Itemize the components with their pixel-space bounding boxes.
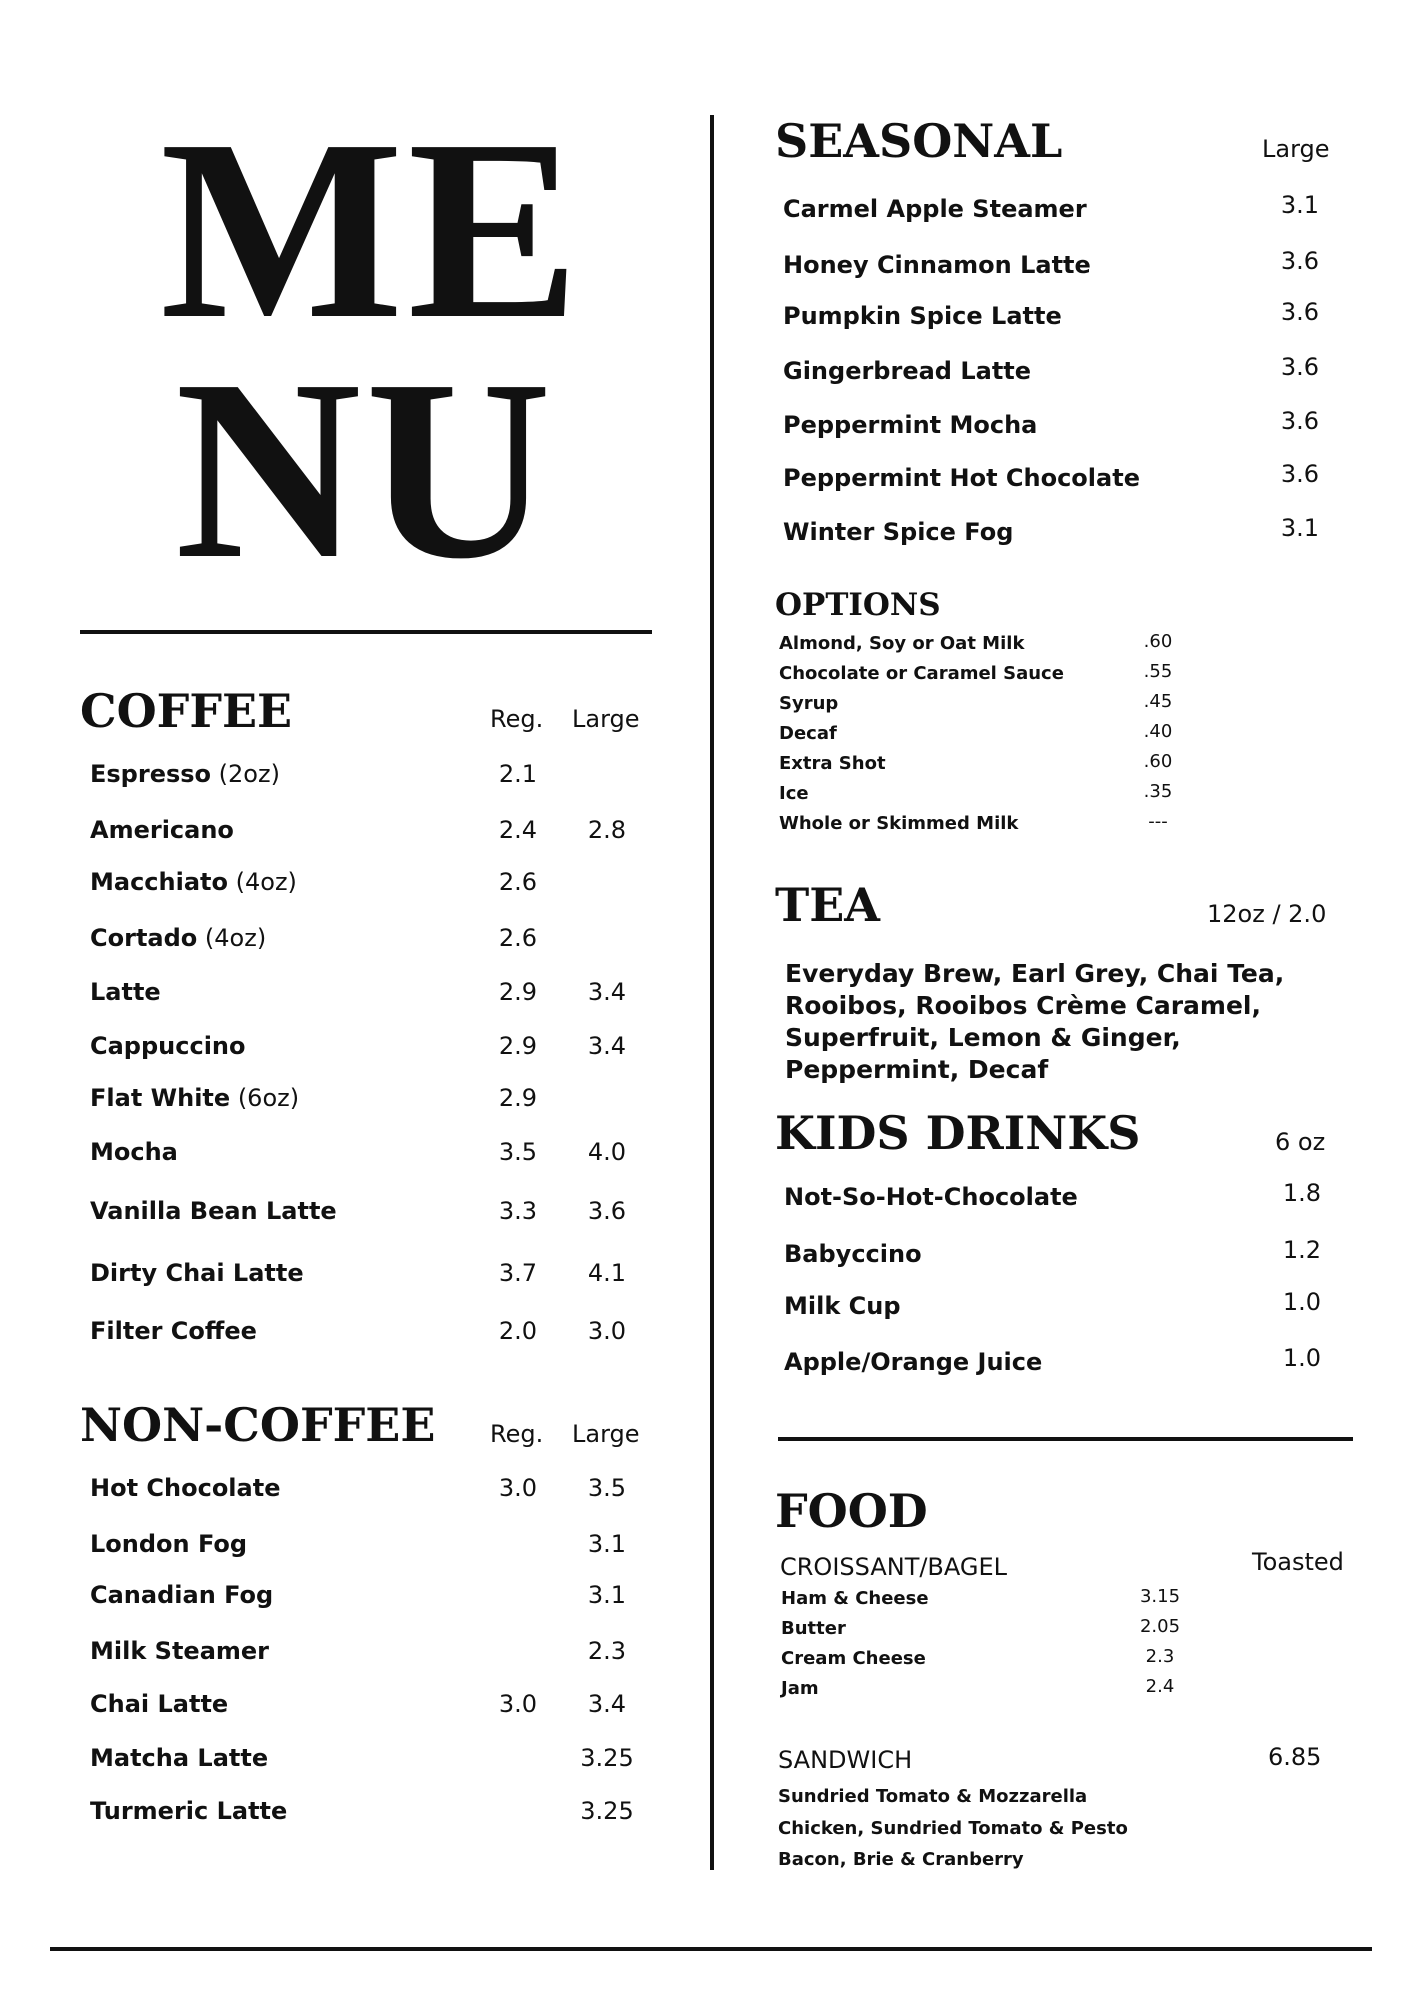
option-item-name: Whole or Skimmed Milk [779, 813, 1019, 834]
coffee-item-label: Cappuccino [90, 1032, 246, 1060]
croissant-item-name: Jam [781, 1678, 819, 1699]
seasonal-item-price: 3.6 [1280, 460, 1320, 488]
coffee-item-size-note: (4oz) [197, 924, 267, 952]
option-item-name: Ice [779, 783, 809, 804]
coffee-item-large-price: 3.4 [587, 978, 627, 1006]
coffee-item-reg-price: 2.1 [498, 760, 538, 788]
coffee-heading: COFFEE [80, 684, 293, 738]
kids-heading: KIDS DRINKS [775, 1106, 1141, 1160]
seasonal-item-price: 3.6 [1280, 353, 1320, 381]
coffee-item-name [90, 1032, 246, 1060]
non-coffee-item-name: Turmeric Latte [90, 1797, 288, 1825]
non-coffee-heading: NON-COFFEE [80, 1398, 436, 1452]
seasonal-item-name: Pumpkin Spice Latte [783, 302, 1062, 330]
coffee-item-reg-price: 2.4 [498, 816, 538, 844]
coffee-item-large-price: 3.6 [587, 1197, 627, 1225]
seasonal-item-name: Peppermint Mocha [783, 411, 1038, 439]
coffee-item-reg-price: 3.3 [498, 1197, 538, 1225]
kids-item-name: Not-So-Hot-Chocolate [784, 1183, 1078, 1211]
coffee-item-size-note: (4oz) [228, 868, 297, 896]
non-coffee-item-name: Matcha Latte [90, 1744, 269, 1772]
menu-title-line-2: NU [175, 326, 556, 612]
coffee-item-label: Dirty Chai Latte [90, 1259, 304, 1287]
coffee-item-size-note: (2oz) [211, 760, 280, 788]
seasonal-item-price: 3.6 [1280, 247, 1320, 275]
coffee-col-reg: Reg. [490, 705, 544, 733]
non-coffee-item-name: Chai Latte [90, 1690, 229, 1718]
coffee-item-label: Vanilla Bean Latte [90, 1197, 337, 1225]
option-item-price: .55 [1143, 661, 1173, 682]
croissant-item-price: 2.3 [1145, 1646, 1175, 1667]
sandwich-item-name: Sundried Tomato & Mozzarella [778, 1786, 1088, 1807]
sandwich-item-name: Bacon, Brie & Cranberry [778, 1849, 1024, 1870]
coffee-item-name [90, 924, 266, 952]
tea-varieties: Everyday Brew, Earl Grey, Chai Tea, Rooibos, Rooibos Crème Caramel, Superfruit, Lemon & Ginger, Peppermint, Decaf [785, 959, 1285, 1084]
coffee-item-reg-price: 3.7 [498, 1259, 538, 1287]
coffee-item-name [90, 868, 297, 896]
tea-heading: TEA [775, 878, 880, 932]
seasonal-item-name: Winter Spice Fog [783, 518, 1014, 546]
seasonal-heading: SEASONAL [775, 114, 1063, 168]
coffee-item-large-price: 2.8 [587, 816, 627, 844]
title-divider [80, 630, 652, 634]
coffee-item-label: Latte [90, 978, 161, 1006]
seasonal-item-name: Carmel Apple Steamer [783, 195, 1087, 223]
non-coffee-item-name: Canadian Fog [90, 1581, 274, 1609]
coffee-item-reg-price: 2.0 [498, 1317, 538, 1345]
seasonal-item-price: 3.1 [1280, 191, 1320, 219]
coffee-item-label: Americano [90, 816, 234, 844]
sandwich-label: SANDWICH [778, 1746, 913, 1774]
non-coffee-item-large-price: 3.25 [580, 1797, 634, 1825]
non-coffee-item-name: London Fog [90, 1530, 248, 1558]
coffee-item-name [90, 760, 280, 788]
coffee-item-reg-price: 2.6 [498, 924, 538, 952]
option-item-price: --- [1148, 811, 1168, 832]
food-heading: FOOD [775, 1484, 928, 1538]
coffee-item-label: Espresso [90, 760, 212, 788]
option-item-name: Decaf [779, 723, 837, 744]
coffee-item-large-price: 4.1 [587, 1259, 627, 1287]
coffee-item-label: Macchiato [90, 868, 228, 896]
croissant-item-price: 2.05 [1139, 1616, 1181, 1637]
non-coffee-item-large-price: 3.4 [587, 1690, 627, 1718]
menu-title-line-1: ME [160, 86, 584, 372]
options-heading: OPTIONS [775, 587, 941, 623]
coffee-item-name [90, 1138, 178, 1166]
food-divider [778, 1437, 1353, 1441]
kids-item-price: 1.0 [1282, 1344, 1322, 1372]
kids-item-price: 1.2 [1282, 1236, 1322, 1264]
non-coffee-item-reg-price: 3.0 [498, 1690, 538, 1718]
kids-item-name: Babyccino [784, 1240, 922, 1268]
kids-size: 6 oz [1275, 1128, 1326, 1156]
coffee-item-name [90, 978, 161, 1006]
option-item-price: .45 [1143, 691, 1173, 712]
non-coffee-item-large-price: 3.1 [587, 1581, 627, 1609]
seasonal-col-large: Large [1262, 135, 1330, 163]
croissant-item-name: Ham & Cheese [781, 1588, 929, 1609]
option-item-price: .60 [1143, 751, 1173, 772]
coffee-item-reg-price: 2.6 [498, 868, 538, 896]
coffee-item-label: Mocha [90, 1138, 178, 1166]
option-item-name: Syrup [779, 693, 839, 714]
seasonal-item-name: Gingerbread Latte [783, 357, 1032, 385]
option-item-price: .35 [1143, 781, 1173, 802]
coffee-item-reg-price: 3.5 [498, 1138, 538, 1166]
kids-item-name: Milk Cup [784, 1292, 901, 1320]
non-coffee-item-large-price: 3.5 [587, 1474, 627, 1502]
coffee-item-reg-price: 2.9 [498, 1032, 538, 1060]
coffee-item-name [90, 1317, 257, 1345]
coffee-col-large: Large [572, 705, 640, 733]
option-item-name: Chocolate or Caramel Sauce [779, 663, 1064, 684]
coffee-item-label: Cortado [90, 924, 198, 952]
seasonal-item-price: 3.1 [1280, 514, 1320, 542]
coffee-item-name [90, 1084, 299, 1112]
bottom-rule [50, 1947, 1372, 1951]
coffee-item-large-price: 4.0 [587, 1138, 627, 1166]
coffee-item-name [90, 1259, 304, 1287]
kids-item-name: Apple/Orange Juice [784, 1348, 1043, 1376]
option-item-name: Almond, Soy or Oat Milk [779, 633, 1025, 654]
coffee-item-name [90, 1197, 337, 1225]
coffee-item-reg-price: 2.9 [498, 978, 538, 1006]
non-coffee-item-large-price: 3.25 [580, 1744, 634, 1772]
coffee-item-size-note: (6oz) [230, 1084, 300, 1112]
coffee-item-large-price: 3.0 [587, 1317, 627, 1345]
kids-item-price: 1.8 [1282, 1179, 1322, 1207]
croissant-item-name: Cream Cheese [781, 1648, 926, 1669]
coffee-item-large-price: 3.4 [587, 1032, 627, 1060]
coffee-item-label: Filter Coffee [90, 1317, 257, 1345]
sandwich-item-name: Chicken, Sundried Tomato & Pesto [778, 1818, 1128, 1839]
tea-price-note: 12oz / 2.0 [1207, 900, 1327, 928]
croissant-item-name: Butter [781, 1618, 846, 1639]
seasonal-item-price: 3.6 [1280, 407, 1320, 435]
croissant-label: CROISSANT/BAGEL [780, 1553, 1008, 1581]
coffee-item-name [90, 816, 234, 844]
coffee-item-reg-price: 2.9 [498, 1084, 538, 1112]
non-coffee-item-large-price: 3.1 [587, 1530, 627, 1558]
option-item-price: .60 [1143, 631, 1173, 652]
coffee-item-label: Flat White [90, 1084, 231, 1112]
non-coffee-col-reg: Reg. [490, 1420, 544, 1448]
option-item-price: .40 [1143, 721, 1173, 742]
non-coffee-item-reg-price: 3.0 [498, 1474, 538, 1502]
column-divider [710, 115, 714, 1870]
non-coffee-item-name: Hot Chocolate [90, 1474, 281, 1502]
option-item-name: Extra Shot [779, 753, 886, 774]
non-coffee-col-large: Large [572, 1420, 640, 1448]
croissant-item-price: 3.15 [1139, 1586, 1181, 1607]
seasonal-item-name: Honey Cinnamon Latte [783, 251, 1091, 279]
seasonal-item-price: 3.6 [1280, 298, 1320, 326]
croissant-item-price: 2.4 [1145, 1676, 1175, 1697]
non-coffee-item-name: Milk Steamer [90, 1637, 270, 1665]
toasted-label: Toasted [1252, 1548, 1344, 1576]
sandwich-price: 6.85 [1268, 1743, 1322, 1771]
seasonal-item-name: Peppermint Hot Chocolate [783, 464, 1140, 492]
kids-item-price: 1.0 [1282, 1288, 1322, 1316]
non-coffee-item-large-price: 2.3 [587, 1637, 627, 1665]
